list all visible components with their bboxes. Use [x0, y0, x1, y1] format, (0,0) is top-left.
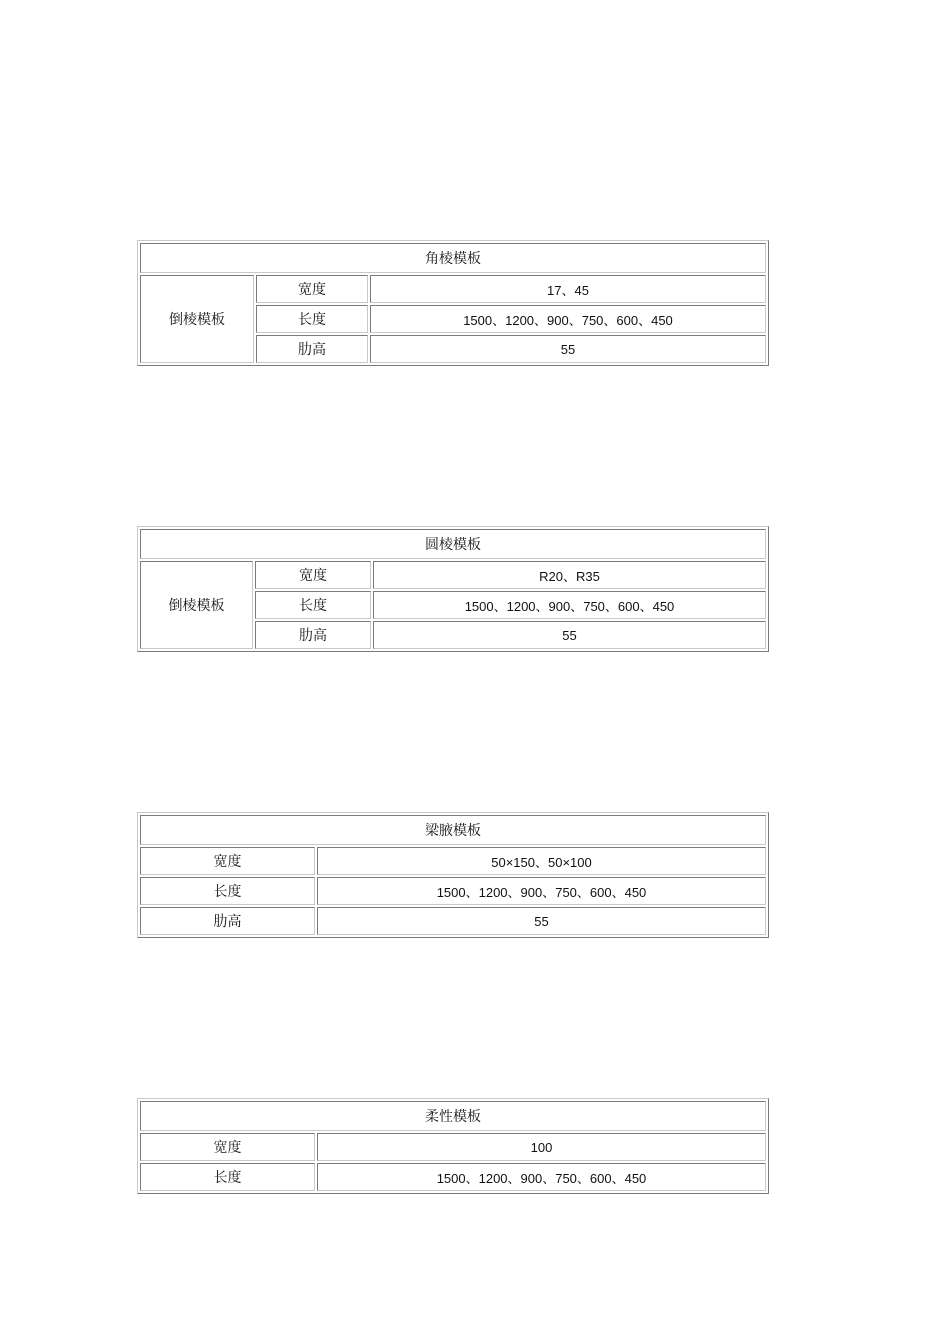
row-value: 55 [370, 335, 766, 363]
row-label: 宽度 [255, 561, 371, 589]
row-value: 50×150、50×100 [317, 847, 766, 875]
spec-table-beam-haunch-formwork [137, 812, 769, 938]
row-label: 宽度 [140, 1133, 315, 1161]
table-header-row [140, 529, 766, 559]
row-label: 长度 [140, 1163, 315, 1191]
row-value: 1500、1200、900、750、600、450 [370, 305, 766, 333]
table-row [140, 1133, 766, 1161]
table-header-row [140, 243, 766, 273]
row-label: 宽度 [140, 847, 315, 875]
row-label: 肋高 [256, 335, 368, 363]
table-row [140, 907, 766, 935]
table-row [140, 847, 766, 875]
row-value: 100 [317, 1133, 766, 1161]
spec-table-flexible-formwork [137, 1098, 769, 1194]
table-title: 圆棱模板 [140, 529, 766, 559]
row-value: 17、45 [370, 275, 766, 303]
group-label: 倒棱模板 [140, 561, 253, 649]
table-row [140, 561, 766, 589]
row-label: 肋高 [255, 621, 371, 649]
table-header-row [140, 1101, 766, 1131]
row-value: 1500、1200、900、750、600、450 [317, 877, 766, 905]
table-title: 梁腋模板 [140, 815, 766, 845]
row-value: 1500、1200、900、750、600、450 [373, 591, 766, 619]
row-label: 肋高 [140, 907, 315, 935]
spec-table-round-edge-formwork [137, 526, 769, 652]
row-label: 长度 [140, 877, 315, 905]
row-value: 1500、1200、900、750、600、450 [317, 1163, 766, 1191]
row-value: 55 [373, 621, 766, 649]
spec-table-corner-edge-formwork [137, 240, 769, 366]
row-label: 宽度 [256, 275, 368, 303]
table-row [140, 877, 766, 905]
group-label: 倒棱模板 [140, 275, 254, 363]
table-title: 角棱模板 [140, 243, 766, 273]
row-value: 55 [317, 907, 766, 935]
table-row [140, 275, 766, 303]
row-label: 长度 [255, 591, 371, 619]
table-title: 柔性模板 [140, 1101, 766, 1131]
row-label: 长度 [256, 305, 368, 333]
table-row [140, 1163, 766, 1191]
row-value: R20、R35 [373, 561, 766, 589]
table-header-row [140, 815, 766, 845]
